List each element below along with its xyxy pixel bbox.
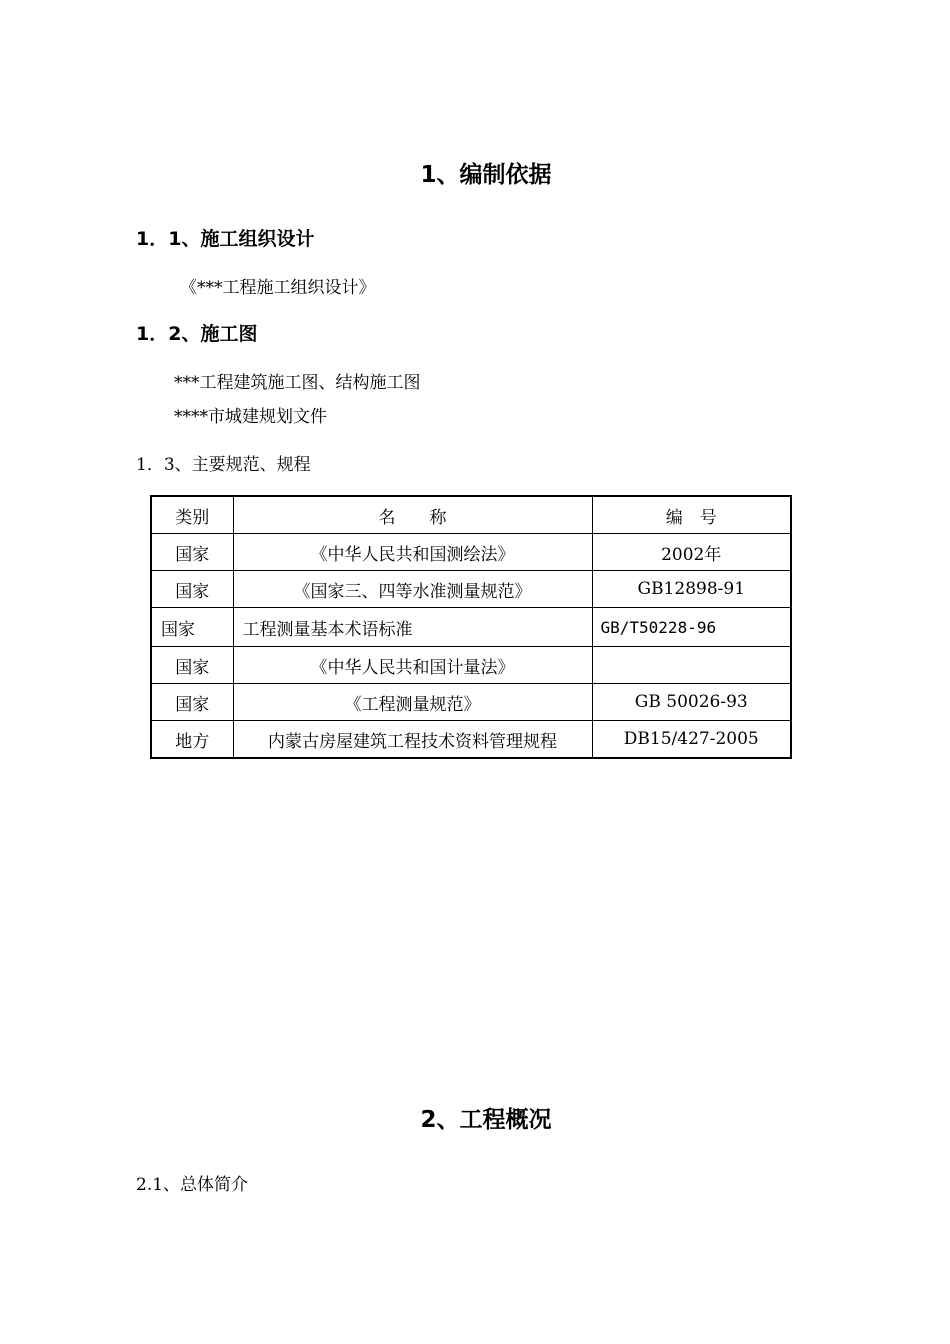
table-cell-category: 国家 [151,534,233,571]
table-row [151,608,791,647]
table-row [151,721,791,759]
subsection-2-1-heading: 2.1、总体简介 [136,1175,249,1195]
table-header-row [151,496,791,534]
table-cell-category: 国家 [151,647,233,684]
subsection-1-1-heading: 1．1、施工组织设计 [136,228,315,250]
table-cell-name: 《工程测量规范》 [233,684,592,721]
table-cell-category: 国家 [151,684,233,721]
table-cell-code: GB/T50228-96 [592,608,791,647]
table-row [151,571,791,608]
table-cell-name: 《国家三、四等水准测量规范》 [233,571,592,608]
table-header-cell: 名 称 [233,496,592,534]
subsection-1-2-heading: 1．2、施工图 [136,323,258,345]
table-cell-code [592,647,791,684]
table-cell-name: 《中华人民共和国计量法》 [233,647,592,684]
table-cell-code: 2002年 [592,534,791,571]
table-row [151,647,791,684]
table-cell-name: 工程测量基本术语标准 [233,608,592,647]
table-cell-category: 地方 [151,721,233,759]
table-row [151,684,791,721]
table-cell-name: 《中华人民共和国测绘法》 [233,534,592,571]
table-cell-name: 内蒙古房屋建筑工程技术资料管理规程 [233,721,592,759]
subsection-1-1-line: 《***工程施工组织设计》 [180,278,376,298]
table-cell-code: GB 50026-93 [592,684,791,721]
table-cell-category: 国家 [151,571,233,608]
table-row [151,534,791,571]
subsection-1-2-line: ****市城建规划文件 [174,407,327,427]
table-header-cell: 类别 [151,496,233,534]
subsection-1-3-heading: 1．3、主要规范、规程 [136,455,311,475]
section-1-title: 1、编制依据 [420,162,552,188]
table-header-cell: 编 号 [592,496,791,534]
section-2-title: 2、工程概况 [420,1107,552,1133]
table-cell-code: DB15/427-2005 [592,721,791,759]
standards-table [150,495,792,759]
table-cell-category: 国家 [151,608,233,647]
subsection-1-2-line: ***工程建筑施工图、结构施工图 [174,373,421,393]
table-cell-code: GB12898-91 [592,571,791,608]
